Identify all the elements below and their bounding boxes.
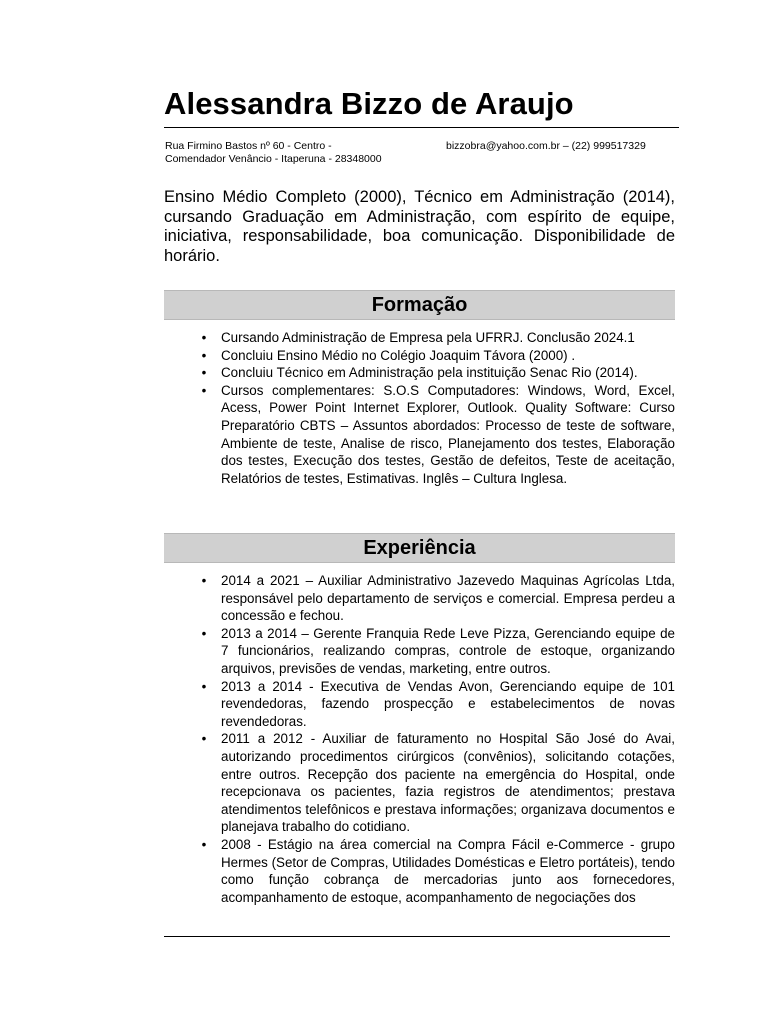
page-bottom-rule xyxy=(164,936,670,937)
list-item-text: 2014 a 2021 – Auxiliar Administrativo Jazevedo Maquinas Agrícolas Ltda, responsável pelo departamento de serviços e comercial. Empresa perdeu a concessão e fechou. xyxy=(221,573,675,624)
formacao-list xyxy=(164,329,675,487)
bullet-icon: • xyxy=(201,382,207,398)
list-item xyxy=(164,678,675,731)
list-item xyxy=(164,364,675,382)
list-item xyxy=(164,730,675,836)
resume-page xyxy=(164,0,675,1024)
list-item xyxy=(164,329,675,347)
candidate-name: Alessandra Bizzo de Araujo xyxy=(164,86,574,121)
list-item-text: 2011 a 2012 - Auxiliar de faturamento no Hospital São José do Avai, autorizando procedimentos cirúrgicos (convênios), solicitando cotações, entre outros. Recepção dos paciente na emergência do Hospital, onde recepcionava os pacientes, fazia registros de atendimentos; prestava atendimentos telefônicos e prestava informações; organizava documentos e planejava trabalho do cotidiano. xyxy=(221,731,675,835)
bullet-icon: • xyxy=(201,347,207,363)
list-item-text: Cursando Administração de Empresa pela UFRRJ. Conclusão 2024.1 xyxy=(221,330,635,345)
experiencia-list xyxy=(164,572,675,906)
bullet-icon: • xyxy=(201,365,207,381)
bullet-icon: • xyxy=(201,573,207,588)
list-item-text: Cursos complementares: S.O.S Computadores: Windows, Word, Excel, Acess, Power Point Internet Explorer, Outlook. Quality Software: Curso Preparatório CBTS – Assuntos abordados: Processo de teste de software, Ambiente de teste, Analise de risco, Planejamento dos testes, Elaboração dos testes, Execução dos testes, Gestão de defeitos, Teste de aceitação, Relatórios de testes, Estimativas. Inglês – Cultura Inglesa. xyxy=(221,382,675,486)
list-item-text: 2013 a 2014 - Executiva de Vendas Avon, Gerenciando equipe de 101 revendedoras, fazendo prospecção e estabelecimentos de novas revendedoras. xyxy=(221,678,675,729)
list-item xyxy=(164,836,675,906)
list-item xyxy=(164,625,675,678)
bullet-icon: • xyxy=(201,836,207,852)
address-block xyxy=(165,140,382,166)
list-item-text: 2013 a 2014 – Gerente Franquia Rede Leve Pizza, Gerenciando equipe de 7 funcionários, realizando compras, controle de estoque, organizando arquivos, previsões de vendas, marketing, entre outros. xyxy=(221,625,675,676)
address-line-1: Rua Firmino Bastos nº 60 - Centro - xyxy=(165,140,332,152)
contact-info: bizzobra@yahoo.com.br – (22) 999517329 xyxy=(446,140,646,152)
bullet-icon: • xyxy=(201,678,207,694)
address-line-2: Comendador Venâncio - Itaperuna - 28348000 xyxy=(165,153,382,165)
bullet-icon: • xyxy=(201,330,207,345)
bullet-icon: • xyxy=(201,731,207,747)
list-item-text: Concluiu Ensino Médio no Colégio Joaquim Távora (2000) . xyxy=(221,347,576,363)
name-divider xyxy=(164,127,679,128)
section-title-experiencia: Experiência xyxy=(164,533,675,563)
list-item-text: Concluiu Técnico em Administração pela instituição Senac Rio (2014). xyxy=(221,365,638,381)
list-item xyxy=(164,382,675,488)
list-item xyxy=(164,347,675,365)
list-item-text: 2008 - Estágio na área comercial na Compra Fácil e-Commerce - grupo Hermes (Setor de Compras, Utilidades Domésticas e Eletro portáteis), tendo como função cobrança de mercadorias junto aos fornecedores, acompanhamento de estoque, acompanhamento de negociações dos xyxy=(221,836,675,905)
list-item xyxy=(164,572,675,625)
profile-summary: Ensino Médio Completo (2000), Técnico em Administração (2014), cursando Graduação em Administração, com espírito de equipe, iniciativa, responsabilidade, boa comunicação. Disponibilidade de horário. xyxy=(164,188,675,265)
bullet-icon: • xyxy=(201,625,207,641)
section-title-formacao: Formação xyxy=(164,290,675,320)
